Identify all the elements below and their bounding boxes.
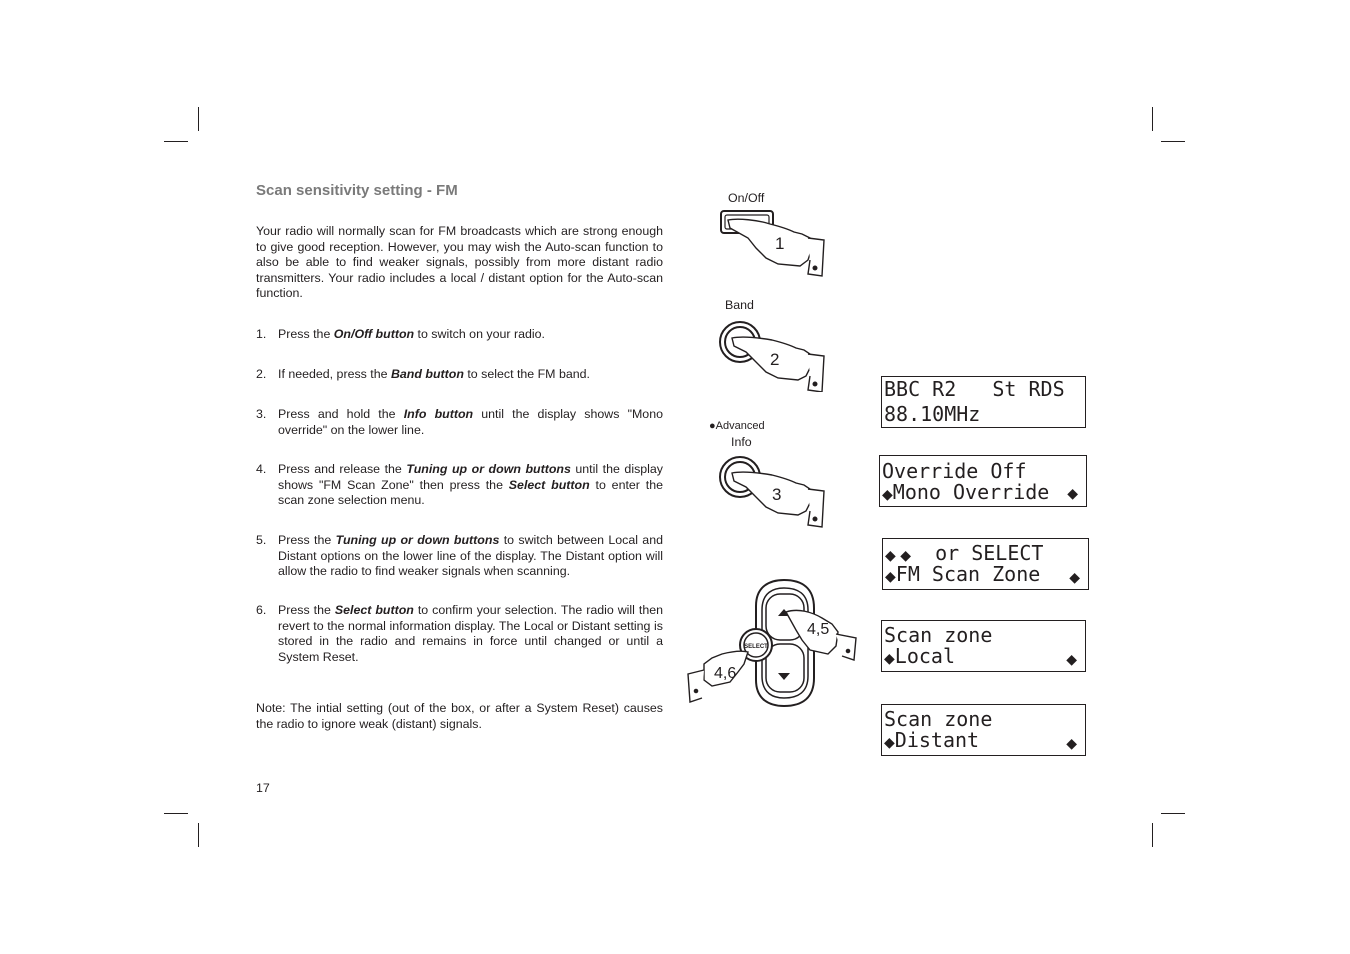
- advanced-label: ●Advanced: [709, 420, 765, 432]
- lcd-display: [879, 455, 1087, 507]
- info-button-illustration: [718, 455, 830, 530]
- tune-step-number: 4,5: [807, 621, 830, 638]
- crop-mark: [1152, 107, 1153, 131]
- lcd-line-2-row: [882, 481, 1086, 502]
- lcd-display: [882, 538, 1089, 590]
- lcd-line-2-row: [885, 563, 1088, 584]
- select-step-number: 4,6: [714, 665, 737, 682]
- lcd-display: [881, 620, 1086, 672]
- arrow-left-icon: ◆: [885, 548, 901, 564]
- lcd-line-2: FM Scan Zone: [895, 562, 1041, 586]
- arrow-left-icon: ◆: [882, 487, 893, 503]
- onoff-step-number: 1: [775, 234, 785, 253]
- lcd-line-1: BBC R2 St RDS: [884, 377, 1065, 401]
- arrow-left-icon: ◆: [885, 569, 896, 585]
- select-button-label: SELECT: [744, 644, 768, 650]
- crop-mark: [1161, 141, 1185, 142]
- crop-mark: [198, 823, 199, 847]
- lcd-line-2-row: [884, 645, 1085, 666]
- bullet-dot-icon: ●: [709, 420, 716, 432]
- intro-paragraph: Your radio will normally scan for FM broadcasts which are strong enough to give good reception. However, you may wish the Auto-scan function to also be able to find weaker signals, possibly from more distant radio transmitters. Your radio includes a local / distant option for the Auto-scan function.: [256, 224, 663, 301]
- onoff-label: On/Off: [728, 191, 765, 205]
- tuning-select-illustration: [686, 578, 862, 710]
- band-button-illustration: [718, 320, 830, 392]
- step-item: 5. Press the Tuning up or down buttons to switch between Local and Distant options on the lower line of the display. The Distant option will allow the radio to find weaker signals when scanning.: [256, 533, 663, 579]
- arrow-left-icon: ◆: [884, 651, 895, 667]
- lcd-display: [881, 704, 1086, 756]
- info-label: Info: [731, 435, 752, 449]
- lcd-display: [881, 376, 1086, 428]
- crop-mark: [1152, 823, 1153, 847]
- lcd-line-1: or SELECT: [911, 541, 1044, 565]
- page-number: 17: [256, 781, 270, 795]
- lcd-line-2: 88.10MHz: [884, 402, 981, 426]
- arrow-right-icon: ◆: [1066, 736, 1077, 752]
- info-step-number: 3: [772, 485, 782, 504]
- arrow-right-icon: ◆: [1069, 570, 1080, 586]
- note-paragraph: Note: The intial setting (out of the box, or after a System Reset) causes the radio to ignore weak (distant) signals.: [256, 701, 663, 731]
- lcd-line-2-row: [884, 729, 1085, 750]
- lcd-line-1: Scan zone: [884, 707, 993, 731]
- step-item: 1. Press the On/Off button to switch on your radio.: [256, 327, 545, 341]
- crop-mark: [164, 813, 188, 814]
- band-label: Band: [725, 298, 754, 312]
- lcd-line-1: Scan zone: [884, 623, 993, 647]
- crop-mark: [164, 141, 188, 142]
- lcd-line-1-row: [885, 542, 1088, 563]
- step-item: 6. Press the Select button to confirm your selection. The radio will then revert to the normal information display. The Local or Distant setting is stored in the radio and remains in force until changed or until a System Reset.: [256, 603, 663, 664]
- lcd-line-2: Distant: [894, 728, 980, 752]
- lcd-line-2: Mono Override: [892, 480, 1050, 504]
- lcd-line-1: Override Off: [882, 459, 1027, 483]
- step-item: 2. If needed, press the Band button to select the FM band.: [256, 367, 590, 381]
- arrow-right-icon: ◆: [1066, 652, 1077, 668]
- lcd-line-2: Local: [894, 644, 955, 668]
- arrow-right-icon: ◆: [900, 548, 911, 564]
- crop-mark: [1161, 813, 1185, 814]
- arrow-right-icon: ◆: [1067, 486, 1078, 502]
- onoff-button-illustration: [718, 208, 830, 278]
- crop-mark: [198, 107, 199, 131]
- step-item: 3. Press and hold the Info button until the display shows "Mono override" on the lower line.: [256, 407, 663, 437]
- arrow-left-icon: ◆: [884, 735, 895, 751]
- instructions-column: [256, 182, 663, 302]
- step-item: 4. Press and release the Tuning up or down buttons until the display shows "FM Scan Zone" then press the Select button to enter the scan zone selection menu.: [256, 462, 663, 508]
- page-title: Scan sensitivity setting - FM: [256, 182, 458, 199]
- band-step-number: 2: [770, 350, 780, 369]
